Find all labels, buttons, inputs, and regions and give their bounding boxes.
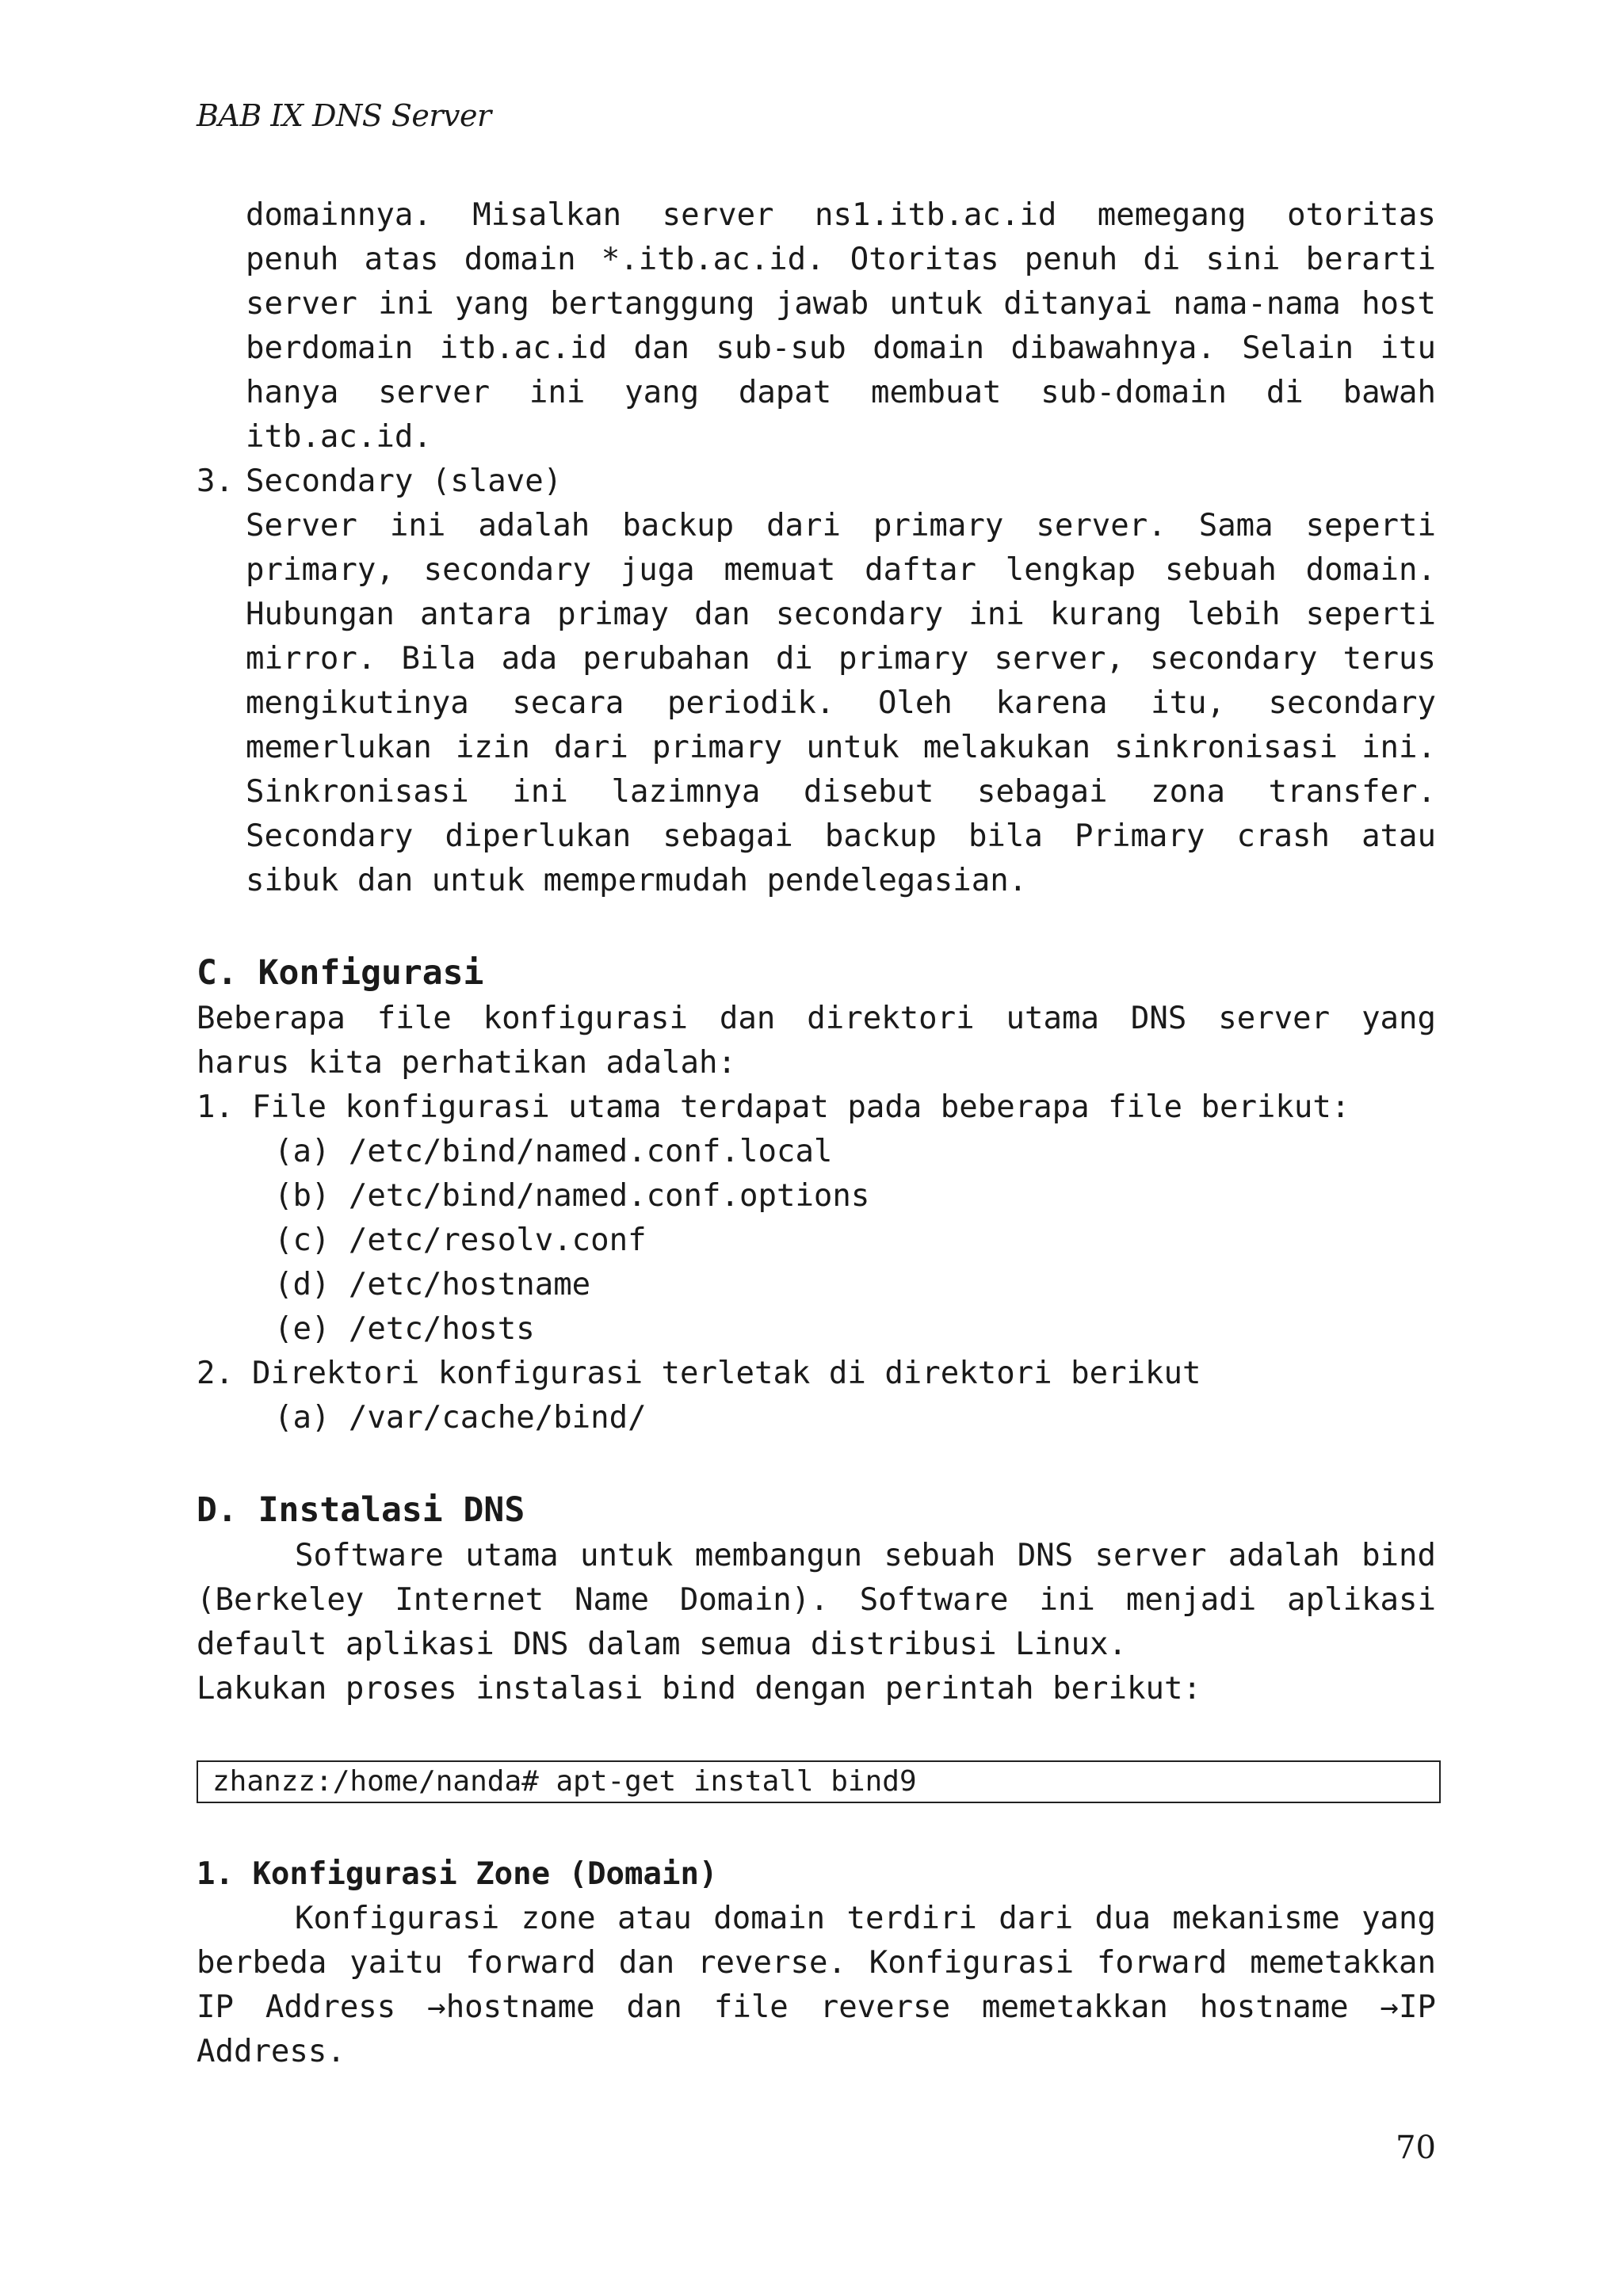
instalasi-paragraph: Software utama untuk membangun sebuah DNS server adalah bind (Berkeley Internet Name Domain). Software ini menjadi aplikasi default aplikasi DNS dalam semua distribusi Linux. xyxy=(197,1538,1436,1662)
list-number: 2. xyxy=(197,1356,234,1391)
config-file-sublist xyxy=(197,1130,1436,1352)
config-list xyxy=(197,1352,1436,1396)
section-heading-instalasi: D. Instalasi DNS xyxy=(197,1490,525,1530)
sublist-item: (c) /etc/resolv.conf xyxy=(274,1222,647,1258)
instalasi-instruction: Lakukan proses instalasi bind dengan perintah berikut: xyxy=(197,1671,1201,1707)
sublist-item: (b) /etc/bind/named.conf.options xyxy=(274,1178,870,1214)
config-list xyxy=(197,1085,1436,1130)
zone-paragraph: Konfigurasi zone atau domain terdiri dari dua mekanisme yang berbeda yaitu forward dan reverse. Konfigurasi forward memetakkan IP Address →hostname dan file reverse memetakkan hostname →IP Address. xyxy=(197,1901,1436,2069)
list-item-title: Secondary (slave) xyxy=(246,463,563,499)
section-heading-konfigurasi: C. Konfigurasi xyxy=(197,953,484,993)
secondary-description xyxy=(246,504,1436,903)
list-number: 1. xyxy=(197,1089,234,1125)
subsection-heading-zone: 1. Konfigurasi Zone (Domain) xyxy=(197,1856,718,1892)
command-text: zhanzz:/home/nanda# apt-get install bind9 xyxy=(212,1765,917,1798)
list-item-secondary xyxy=(197,460,1436,504)
continuation-block xyxy=(246,193,1436,460)
sublist-item: (d) /etc/hostname xyxy=(274,1267,591,1302)
list-item xyxy=(197,1085,1436,1130)
list-number: 3. xyxy=(197,463,234,499)
list-item-text: File konfigurasi utama terdapat pada beberapa file berikut: xyxy=(252,1089,1350,1125)
konfigurasi-intro: Beberapa file konfigurasi dan direktori utama DNS server yang harus kita perhatikan adalah: xyxy=(197,1001,1436,1081)
sublist-item: (a) /var/cache/bind/ xyxy=(274,1400,647,1436)
secondary-paragraph: Server ini adalah backup dari primary server. Sama seperti primary, secondary juga memuat daftar lengkap sebuah domain. Hubungan antara primay dan secondary ini kurang lebih seperti mirror. Bila ada perubahan di primary server, secondary terus mengikutinya secara periodik. Oleh karena itu, secondary memerlukan izin dari primary untuk melakukan sinkronisasi ini. Sinkronisasi ini lazimnya disebut sebagai zona transfer. Secondary diperlukan sebagai backup bila Primary crash atau sibuk dan untuk mempermudah pendelegasian. xyxy=(246,508,1436,898)
list-item xyxy=(197,1352,1436,1396)
list-item-text: Direktori konfigurasi terletak di direktori berikut xyxy=(252,1356,1201,1391)
config-dir-sublist xyxy=(197,1396,1436,1440)
command-box xyxy=(197,1760,1441,1803)
running-header: BAB IX DNS Server xyxy=(197,98,491,133)
sublist-item: (e) /etc/hosts xyxy=(274,1311,535,1347)
continuation-paragraph: domainnya. Misalkan server ns1.itb.ac.id memegang otoritas penuh atas domain *.itb.ac.id. Otoritas penuh di sini berarti server ini yang bertanggung jawab untuk ditanyai nama-nama host berdomain itb.ac.id dan sub-sub domain dibawahnya. Selain itu hanya server ini yang dapat membuat sub-domain di bawah itb.ac.id. xyxy=(246,197,1436,455)
page-body xyxy=(197,193,1436,2074)
page-number: 70 xyxy=(1396,2130,1436,2166)
sublist-item: (a) /etc/bind/named.conf.local xyxy=(274,1134,833,1169)
